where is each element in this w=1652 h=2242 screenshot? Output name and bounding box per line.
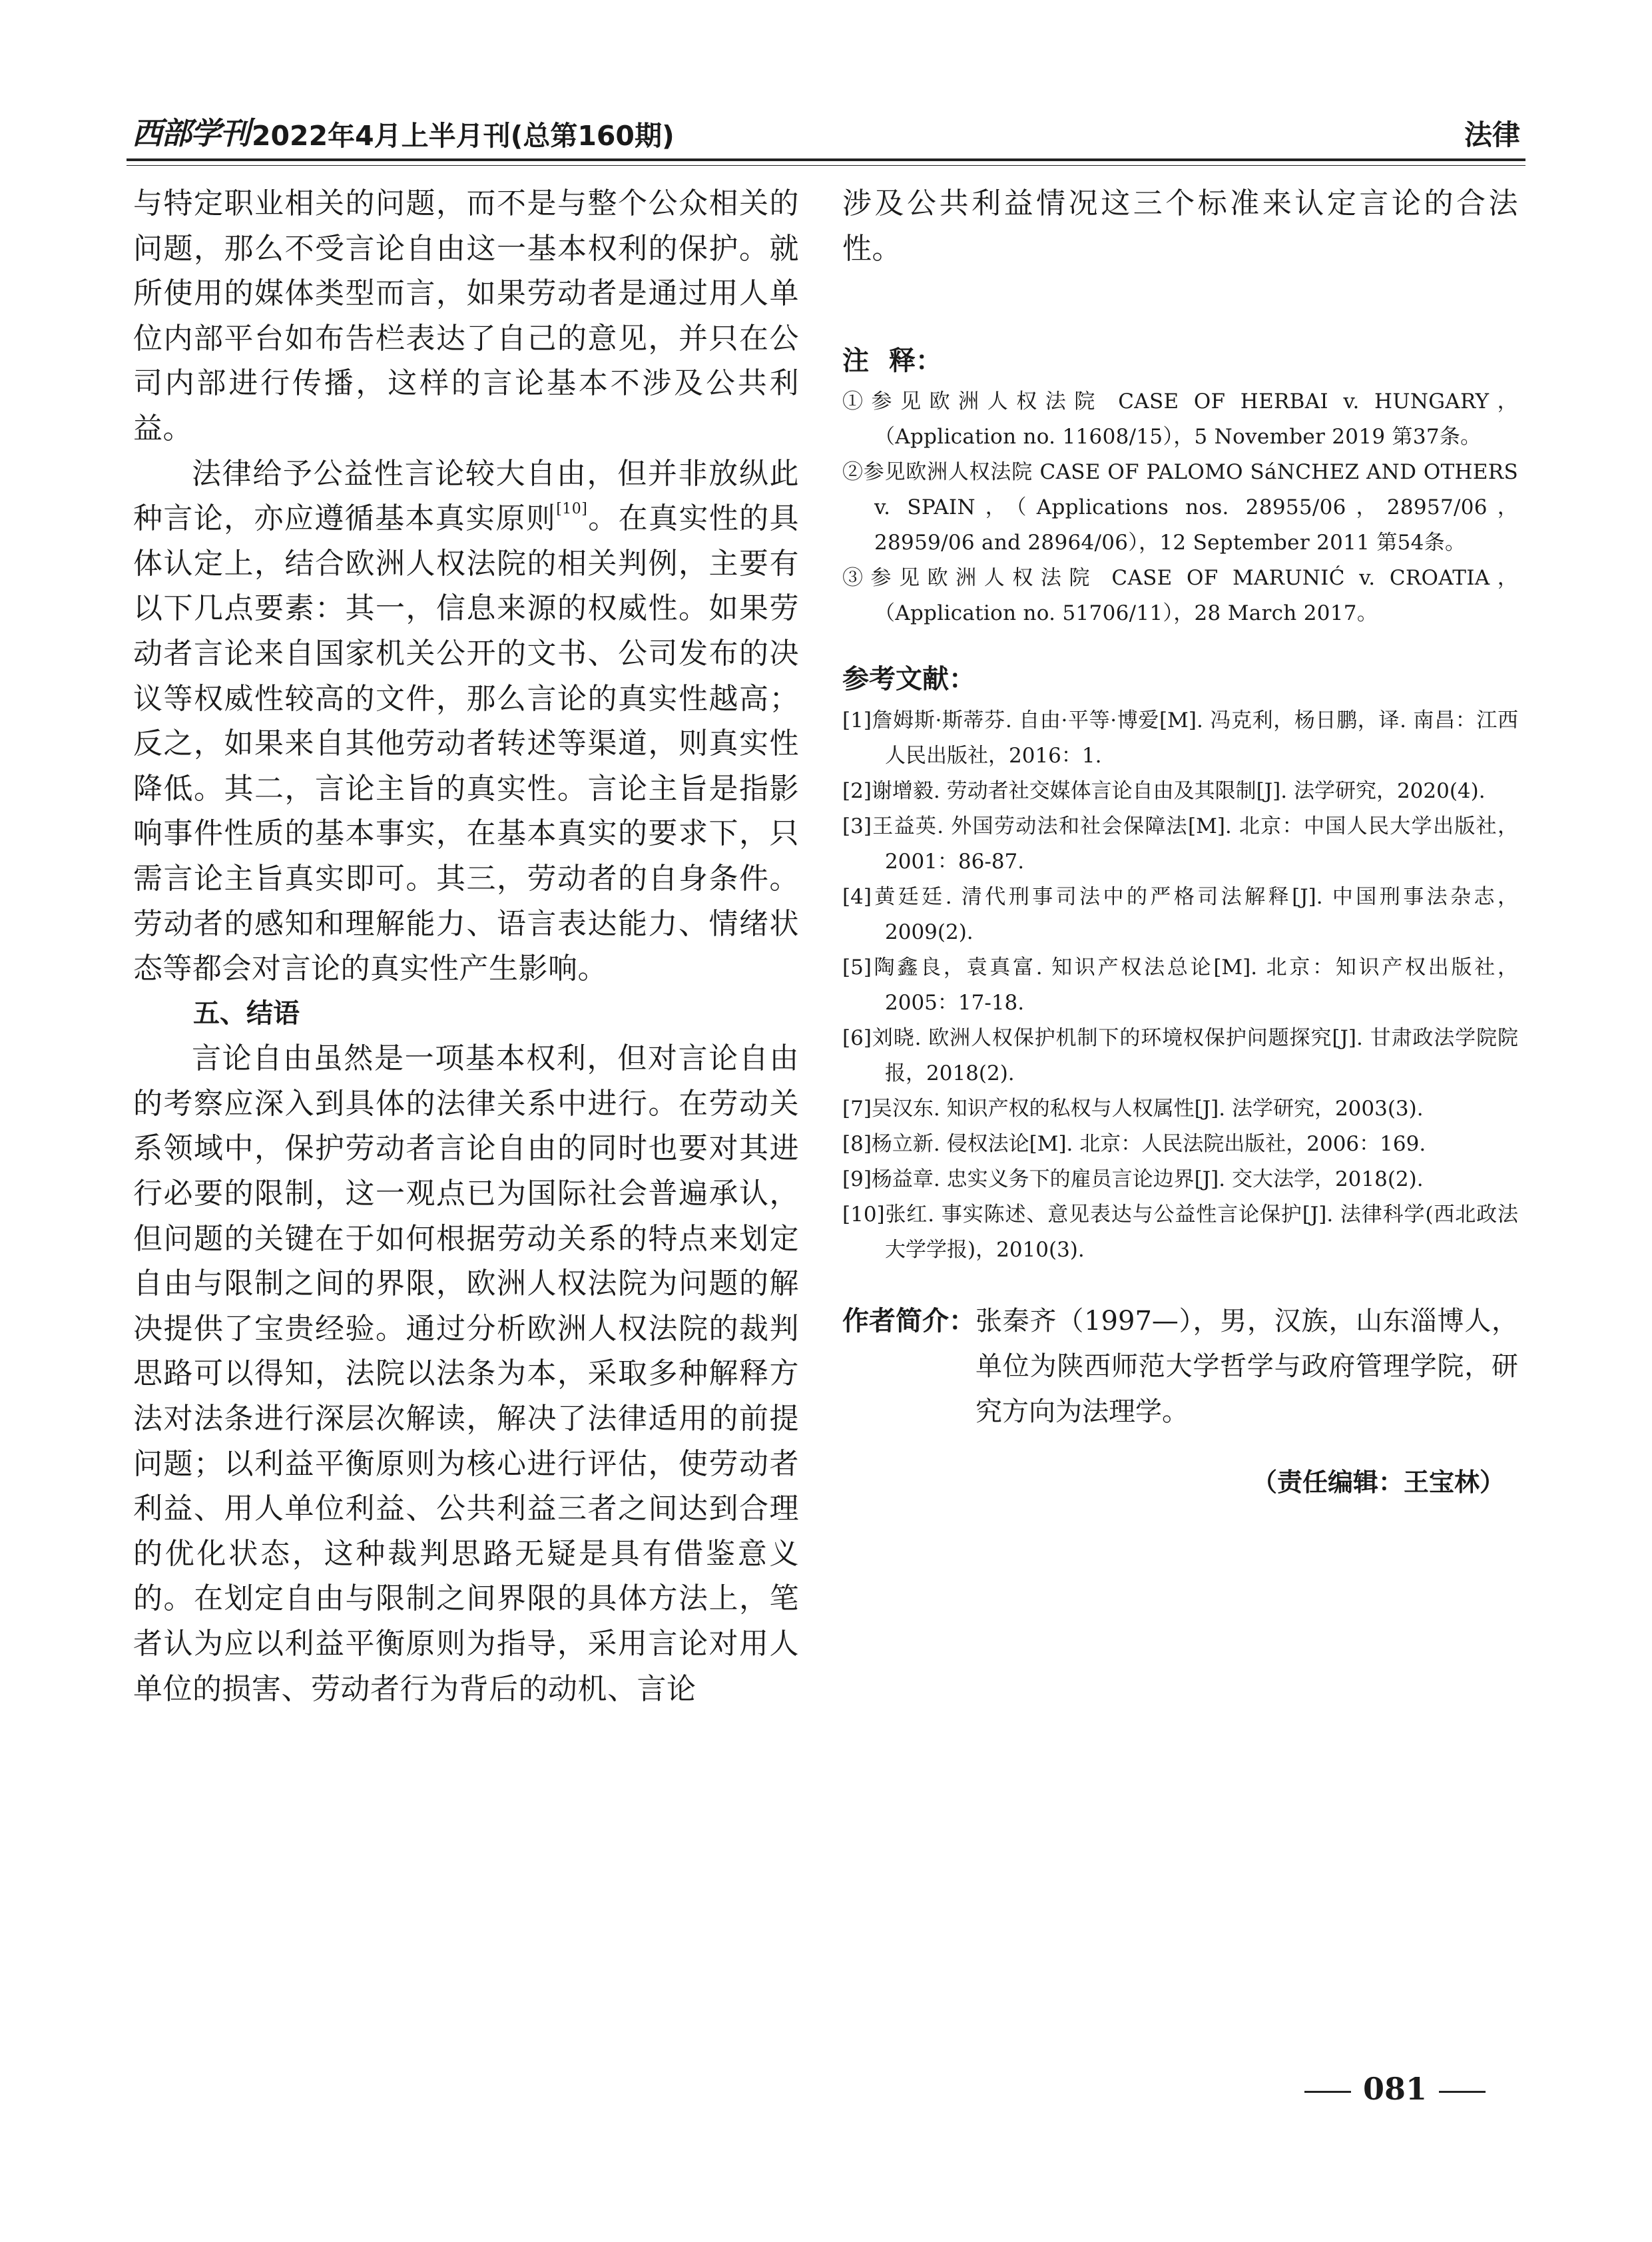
note-item: ②参见欧洲人权法院 CASE OF PALOMO SáNCHEZ AND OTHERS v. SPAIN，（Applications nos. 28955/06，28957/06，28959/06 and 28964/06），12 September 2011 第54条。: [842, 460, 1518, 555]
reference-item: [6]刘晓. 欧洲人权保护机制下的环境权保护问题探究[J]. 甘肃政法学院院报，2018(2).: [842, 1026, 1518, 1086]
notes-heading-char: 注: [842, 346, 889, 377]
author-bio-label: 作者简介：: [842, 1306, 975, 1337]
page-header: [127, 115, 1525, 161]
page-number-dash-left: [1304, 2091, 1351, 2093]
body-paragraph-1: 与特定职业相关的问题，而不是与整个公众相关的问题，那么不受言论自由这一基本权利的保护。就所使用的媒体类型而言，如果劳动者是通过用人单位内部平台如布告栏表达了自己的意见，并只在公司内部进行传播，这样的言论基本不涉及公共利益。: [133, 186, 799, 445]
references-heading: 参考文献：: [842, 664, 975, 695]
author-bio-text: 张秦齐（1997—），男，汉族，山东淄博人，单位为陕西师范大学哲学与政府管理学院，研究方向为法理学。: [975, 1306, 1518, 1428]
section-heading-conclusion: 五、结语: [193, 997, 300, 1029]
journal-masthead: [132, 109, 675, 153]
body-paragraph-3: 言论自由虽然是一项基本权利，但对言论自由的考察应深入到具体的法律关系中进行。在劳动关系领域中，保护劳动者言论自由的同时也要对其进行必要的限制，这一观点已为国际社会普遍承认，但问题的关键在于如何根据劳动关系的特点来划定自由与限制之间的界限，欧洲人权法院为问题的解决提供了宝贵经验。通过分析欧洲人权法院的裁判思路可以得知，法院以法条为本，采取多种解释方法对法条进行深层次解读，解决了法律适用的前提问题；以利益平衡原则为核心进行评估，使劳动者利益、用人单位利益、公共利益三者之间达到合理的优化状态，这种裁判思路无疑是具有借鉴意义的。在划定自由与限制之间界限的具体方法上，笔者认为应以利益平衡原则为指导，采用言论对用人单位的损害、劳动者行为背后的动机、言论: [133, 1041, 799, 1706]
author-bio: [842, 1298, 1518, 1434]
reference-item: [3]王益英. 外国劳动法和社会保障法[M]. 北京：中国人民大学出版社，2001：86-87.: [842, 814, 1518, 874]
note-item: ①参见欧洲人权法院 CASE OF HERBAI v. HUNGARY，（Application no. 11608/15），5 November 2019 第37条。: [842, 390, 1518, 449]
left-column: [133, 181, 799, 1711]
body-paragraph-3-continued: 涉及公共利益情况这三个标准来认定言论的合法性。: [842, 186, 1518, 266]
header-rule-thin: [127, 165, 1525, 166]
page-number-value: 081: [1362, 2071, 1427, 2107]
reference-item: [4]黄廷廷. 清代刑事司法中的严格司法解释[J]. 中国刑事法杂志，2009(2).: [842, 885, 1518, 945]
journal-logo: 西部学刊: [132, 115, 249, 151]
page-number: [1292, 2071, 1498, 2107]
responsible-editor: （责任编辑：王宝林）: [1251, 1468, 1505, 1498]
reference-item: [2]谢增毅. 劳动者社交媒体言论自由及其限制[J]. 法学研究，2020(4).: [842, 779, 1486, 804]
note-item: ③参见欧洲人权法院 CASE OF MARUNIĆ v. CROATIA，（Application no. 51706/11），28 March 2017。: [842, 566, 1518, 626]
reference-item: [8]杨立新. 侵权法论[M]. 北京：人民法院出版社，2006：169.: [842, 1132, 1426, 1157]
reference-item: [7]吴汉东. 知识产权的私权与人权属性[J]. 法学研究，2003(3).: [842, 1097, 1424, 1121]
reference-item: [1]詹姆斯·斯蒂芬. 自由·平等·博爱[M]. 冯克利，杨日鹏，译. 南昌：江西人民出版社，2016：1.: [842, 708, 1518, 768]
header-rule: [127, 158, 1525, 161]
reference-item: [9]杨益章. 忠实义务下的雇员言论边界[J]. 交大法学，2018(2).: [842, 1167, 1424, 1192]
section-label: 法律: [1464, 119, 1520, 151]
reference-item: [5]陶鑫良，袁真富. 知识产权法总论[M]. 北京：知识产权出版社，2005：17-18.: [842, 956, 1518, 1015]
body-paragraph-2: [133, 451, 799, 991]
page-number-dash-right: [1439, 2091, 1486, 2093]
notes-heading-rest: 释：: [889, 346, 942, 377]
paragraph-2-text-a: 法律给予公益性言论较大自由，但并非放纵此种言论，亦应遵循基本真实原则: [133, 456, 799, 536]
issue-info: 2022年4月上半月刊(总第160期): [252, 120, 675, 152]
right-column: [842, 181, 1518, 1530]
reference-item: [10]张红. 事实陈述、意见表达与公益性言论保护[J]. 法律科学(西北政法大学学报)，2010(3).: [842, 1203, 1518, 1262]
notes-heading: [842, 338, 1518, 384]
citation-marker: [10]: [556, 501, 588, 518]
paragraph-2-text-b: 。在真实性的具体认定上，结合欧洲人权法院的相关判例，主要有以下几点要素：其一，信息来源的权威性。如果劳动者言论来自国家机关公开的文书、公司发布的决议等权威性较高的文件，那么言论的真实性越高；反之，如果来自其他劳动者转述等渠道，则真实性降低。其二，言论主旨的真实性。言论主旨是指影响事件性质的基本事实，在基本真实的要求下，只需言论主旨真实即可。其三，劳动者的自身条件。劳动者的感知和理解能力、语言表达能力、情绪状态等都会对言论的真实性产生影响。: [133, 501, 799, 986]
